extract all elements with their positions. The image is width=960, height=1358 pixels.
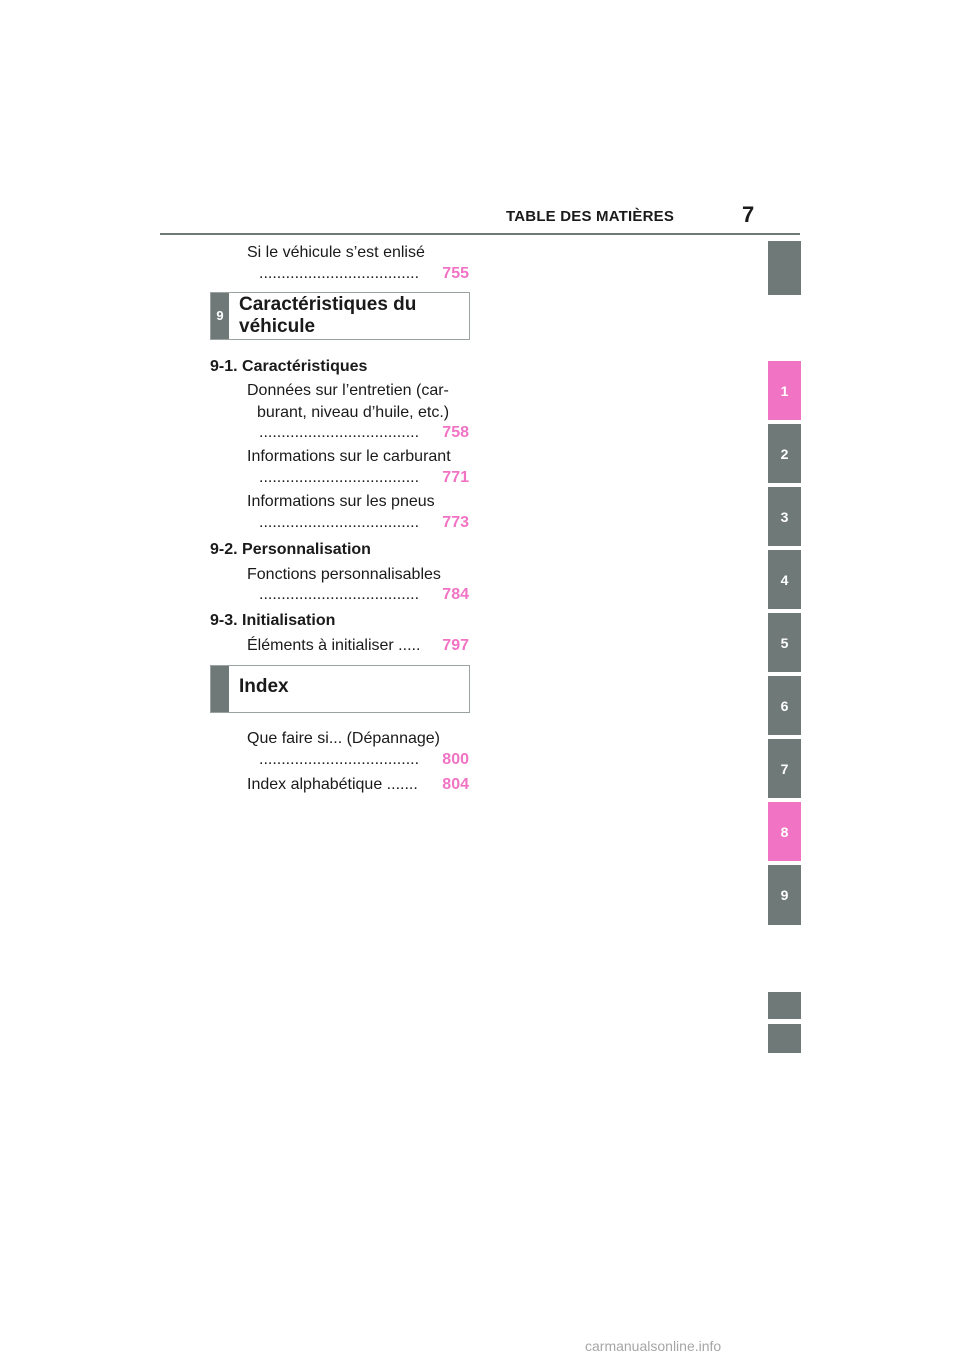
tab-index-2[interactable] xyxy=(768,1024,801,1053)
watermark: carmanualsonline.info xyxy=(585,1338,722,1354)
toc-entry-pneus-leader xyxy=(259,512,469,534)
chapter-9-title-line1: Caractéristiques du xyxy=(239,294,417,315)
toc-entry-entretien-leader xyxy=(259,422,469,444)
section-9-3: 9-3. Initialisation xyxy=(210,612,336,629)
tab-index-1[interactable] xyxy=(768,992,801,1019)
tab-chapter-8[interactable]: 8 xyxy=(768,802,801,861)
page-link-773[interactable]: 773 xyxy=(442,514,469,531)
toc-entry-alphabetique xyxy=(247,774,469,796)
page-number: 7 xyxy=(742,202,755,227)
tab-chapter-9[interactable]: 9 xyxy=(768,865,801,925)
page-link-797[interactable]: 797 xyxy=(442,637,469,654)
page-link-758[interactable]: 758 xyxy=(442,424,469,441)
tab-chapter-6[interactable]: 6 xyxy=(768,676,801,735)
leader-dots: .................................... xyxy=(259,265,420,282)
toc-entry-fonctions: Fonctions personnalisables xyxy=(247,566,441,583)
section-9-1: 9-1. Caractéristiques xyxy=(210,358,368,375)
tab-chapter-2[interactable]: 2 xyxy=(768,424,801,483)
header-rule xyxy=(160,233,800,235)
leader-dots: .................................... xyxy=(259,586,420,603)
page-link-804[interactable]: 804 xyxy=(442,776,469,793)
toc-entry-pneus: Informations sur les pneus xyxy=(247,493,435,510)
page-link-771[interactable]: 771 xyxy=(442,469,469,486)
toc-entry-elements xyxy=(247,635,469,657)
toc-entry-enlise-leader xyxy=(259,263,469,285)
toc-entry-fonctions-leader xyxy=(259,584,469,606)
page-link-755[interactable]: 755 xyxy=(442,265,469,282)
index-title: Index xyxy=(239,676,289,697)
leader-dots: .................................... xyxy=(259,751,420,768)
leader-dots: .................................... xyxy=(259,424,420,441)
header-title: TABLE DES MATIÈRES xyxy=(506,208,675,225)
chapter-9-number-strip xyxy=(211,293,229,339)
toc-entry-depannage: Que faire si... (Dépannage) xyxy=(247,730,440,747)
chapter-9-number: 9 xyxy=(216,308,224,323)
index-strip xyxy=(211,666,229,712)
leader-dots: .................................... xyxy=(259,514,420,531)
tab-chapter-7[interactable]: 7 xyxy=(768,739,801,798)
tab-chapter-3[interactable]: 3 xyxy=(768,487,801,546)
toc-entry-enlise: Si le véhicule s’est enlisé xyxy=(247,244,425,261)
chapter-9-title-line2: véhicule xyxy=(239,316,316,337)
chapter-9-header xyxy=(210,292,470,340)
page-link-800[interactable]: 800 xyxy=(442,751,469,768)
tab-chapter-5[interactable]: 5 xyxy=(768,613,801,672)
toc-entry-carburant-leader xyxy=(259,467,469,489)
leader-dots: .................................... xyxy=(259,469,420,486)
tab-chapter-4[interactable]: 4 xyxy=(768,550,801,609)
tab-chapter-1[interactable]: 1 xyxy=(768,361,801,420)
toc-entry-elements-text: Éléments à initialiser ..... xyxy=(247,637,421,654)
tab-contents[interactable] xyxy=(768,241,801,295)
toc-entry-depannage-leader xyxy=(259,749,469,771)
toc-entry-carburant: Informations sur le carburant xyxy=(247,448,451,465)
toc-entry-entretien-line1: Données sur l’entretien (car- xyxy=(247,382,449,399)
toc-entry-alphabetique-text: Index alphabétique ....... xyxy=(247,776,418,793)
section-9-2: 9-2. Personnalisation xyxy=(210,541,371,558)
page-link-784[interactable]: 784 xyxy=(442,586,469,603)
toc-entry-entretien-line2: burant, niveau d’huile, etc.) xyxy=(257,404,450,421)
index-header xyxy=(210,665,470,713)
